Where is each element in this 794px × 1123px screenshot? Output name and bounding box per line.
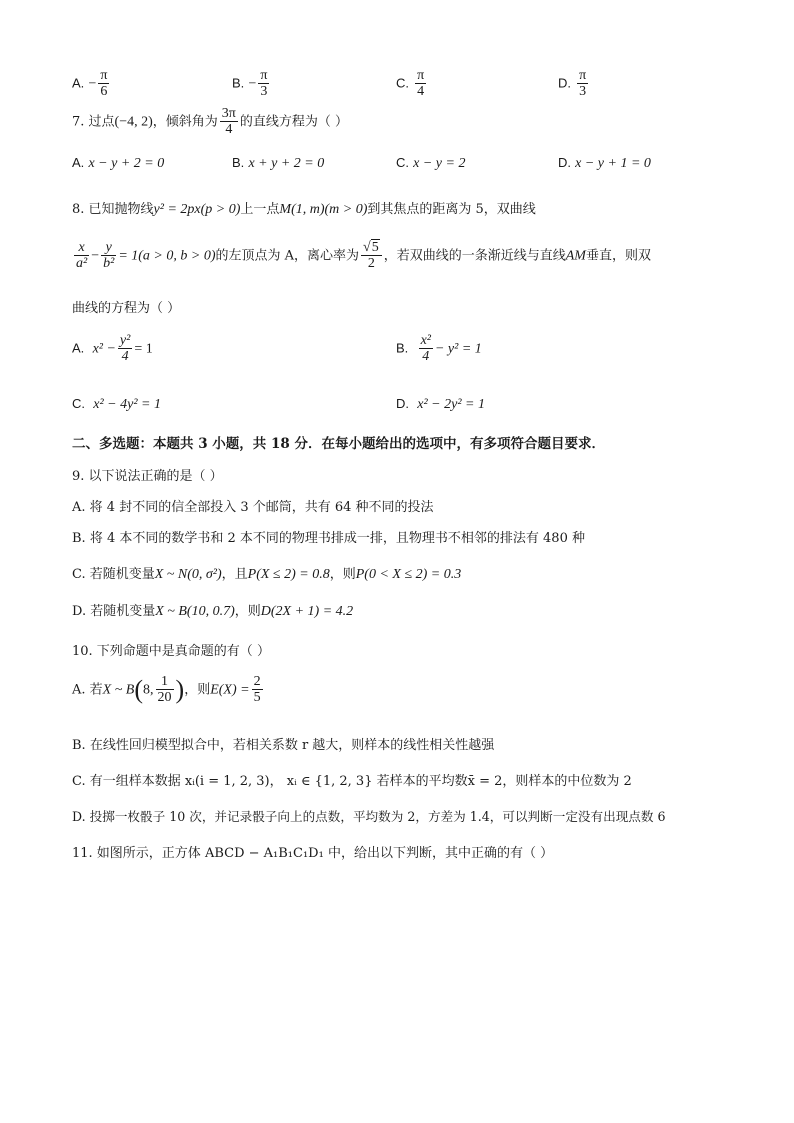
q7-suffix: 的直线方程为（ ） (239, 114, 349, 130)
q9-stem: 9. 以下说法正确的是（ ） (72, 469, 223, 484)
q8-line2-end: 垂直，则双 (585, 248, 651, 264)
option-label: C. (72, 396, 85, 411)
denominator: 3 (260, 84, 268, 100)
line-am: AM (565, 248, 586, 264)
numerator: x (74, 240, 89, 256)
numerator: 3π (221, 106, 236, 121)
option-expr: x − y + 1 = 0 (575, 156, 651, 171)
q8-option-b (396, 333, 482, 365)
hyperbola-rest: = 1(a > 0, b > 0) (118, 248, 216, 264)
option-label: C. (396, 75, 409, 91)
numerator: π (579, 68, 587, 83)
q7-prefix: 7. 过点 (72, 114, 115, 130)
q7-mid: ，倾斜角为 (152, 114, 218, 130)
q8-option-c (72, 396, 161, 413)
denominator: 2 (367, 256, 375, 272)
distribution: X ~ N(0, σ²) (154, 567, 222, 582)
option-expr-end: − y² = 1 (434, 341, 482, 357)
fraction (258, 68, 269, 100)
q7-option-c (396, 155, 465, 172)
q10-option-d: D. 投掷一枚骰子 10 次，并记录骰子向上的点数，平均数为 2，方差为 1.4，可以判断一定没有出现点数 6 (72, 809, 666, 824)
q8-parabola: y² = 2px(p > 0) (153, 202, 241, 217)
q7-stem (72, 106, 348, 138)
numerator: π (417, 68, 425, 83)
option-expr: x² − 2y² = 1 (417, 397, 485, 412)
denominator: 6 (100, 84, 108, 100)
hyperbola-y-fraction (101, 240, 116, 272)
distribution: X ~ B(10, 0.7) (155, 604, 235, 619)
option-expr: x² − 4y² = 1 (93, 397, 161, 412)
option-label: C. (396, 155, 409, 170)
q10-stem: 10. 下列命题中是真命题的有（ ） (72, 644, 270, 659)
option-label: A. (72, 155, 85, 170)
option-text: A. 若 (72, 682, 103, 698)
q9-option-b: B. 将 4 本不同的数学书和 2 本不同的物理书排成一排，且物理书不相邻的排法有 480 种 (72, 531, 585, 546)
denominator: 20 (157, 690, 172, 706)
probability: P(0 < X ≤ 2) = 0.3 (355, 567, 462, 582)
numerator: 1 (156, 674, 174, 690)
q7-option-b (232, 155, 324, 172)
q6-option-b (232, 68, 271, 100)
probability: P(X ≤ 2) = 0.8 (247, 567, 330, 582)
option-sign: − (248, 76, 257, 92)
numerator: y² (119, 333, 131, 348)
section-heading: 二、多选题：本题共 3 小题，共 18 分．在每小题给出的选项中，有多项符合题目要求． (72, 436, 605, 452)
variance-expr: D(2X + 1) = 4.2 (260, 604, 354, 619)
denominator: 4 (417, 84, 425, 100)
distribution: X ~ B (102, 682, 135, 698)
q8-option-d (396, 396, 485, 413)
option-expr: x − y = 2 (413, 156, 466, 171)
eccentricity-fraction (361, 240, 382, 272)
denominator: 5 (253, 690, 261, 706)
option-text: ，则 (184, 682, 211, 698)
q7-option-d (558, 155, 651, 172)
numerator: √5 (361, 240, 382, 256)
q6-option-d (558, 68, 590, 100)
q6-option-c (396, 68, 428, 100)
numerator: y (101, 240, 116, 256)
q9-option-a: A. 将 4 封不同的信全部投入 3 个邮筒，共有 64 种不同的投法 (72, 500, 434, 515)
fraction (419, 333, 433, 365)
option-text: ，则 (234, 604, 261, 619)
q10-option-c: C. 有一组样本数据 xᵢ(i = 1, 2, 3)， xᵢ ∈ {1, 2, 3} 若样本的平均数x̄ = 2，则样本的中位数为 2 (72, 774, 632, 789)
hyperbola-x-fraction (74, 240, 89, 272)
option-label: D. (396, 396, 409, 411)
q6-option-a (72, 68, 111, 100)
q10-option-b: B. 在线性回归模型拟合中，若相关系数 r 越大，则样本的线性相关性越强 (72, 738, 495, 753)
fraction (118, 333, 132, 365)
fraction (156, 674, 174, 706)
denominator: 3 (579, 84, 587, 100)
option-text: D. 若随机变量 (72, 604, 156, 619)
q8-prefix: 8. 已知抛物线 (72, 202, 154, 217)
option-text: ，则 (329, 567, 356, 582)
option-text: ，且 (221, 567, 248, 582)
denominator: 4 (225, 122, 233, 138)
q8-option-a (72, 333, 153, 365)
option-label: B. (396, 340, 409, 356)
q10-option-a: A. 若X ~ B(8, $\frac{1}{20}$ )，则E(X) = $\frac{2}{5}$ (72, 674, 261, 706)
denominator: 4 (422, 349, 430, 365)
expectation: E(X) = (210, 682, 250, 698)
fraction (98, 68, 109, 100)
q11-stem: 11. 如图所示，正方体 ABCD − A₁B₁C₁D₁ 中，给出以下判断，其中正确的有（ ） (72, 846, 554, 861)
numerator: 2 (253, 674, 261, 689)
q8-suffix: 到其焦点的距离为 5，双曲线 (367, 202, 536, 217)
q8-mid: 上一点 (240, 202, 280, 217)
q8-line2: $\frac{x}{\text{a²}}$ − $\frac{y}{\text{b²}}$ = 1(a > 0, b > 0)的左顶点为 A，离心率为 $\frac{√5}{2}$ ，若双曲线的一条渐近线与直线AM垂直，则双 (76, 240, 651, 272)
option-sign: − (88, 76, 97, 92)
option-expr-end: = 1 (134, 341, 153, 357)
option-expr: x² − (92, 341, 116, 357)
option-text: C. 若随机变量 (72, 567, 155, 582)
option-label: A. (72, 75, 85, 91)
fraction (252, 674, 263, 706)
numerator: π (260, 68, 268, 83)
fraction (415, 68, 426, 100)
q7-option-a (72, 155, 164, 172)
option-label: B. (232, 75, 245, 91)
q7-angle-fraction (220, 106, 238, 138)
q9-option-c (72, 563, 461, 583)
binomial-n: 8, (143, 682, 154, 698)
q8-line3: 曲线的方程为（ ） (72, 301, 181, 316)
q8-line2-suffix: ，若双曲线的一条渐近线与直线 (383, 248, 566, 264)
denominator: a² (76, 256, 88, 272)
denominator: 4 (121, 349, 129, 365)
q9-option-d (72, 600, 353, 620)
sqrt-content: 5 (371, 240, 379, 255)
option-label: A. (72, 340, 85, 356)
numerator: x² (420, 333, 431, 348)
option-label: D. (558, 75, 571, 91)
q7-point: (−4, 2) (114, 114, 153, 130)
q8-point: M(1, m)(m > 0) (279, 202, 368, 217)
denominator: b² (103, 256, 115, 272)
numerator: π (100, 68, 108, 83)
q8-line2-mid: 的左顶点为 A，离心率为 (215, 248, 360, 264)
option-label: D. (558, 155, 571, 170)
option-expr: x − y + 2 = 0 (88, 156, 165, 171)
option-label: B. (232, 155, 245, 170)
fraction (577, 68, 588, 100)
option-expr: x + y + 2 = 0 (248, 156, 325, 171)
q8-line1 (72, 198, 536, 218)
